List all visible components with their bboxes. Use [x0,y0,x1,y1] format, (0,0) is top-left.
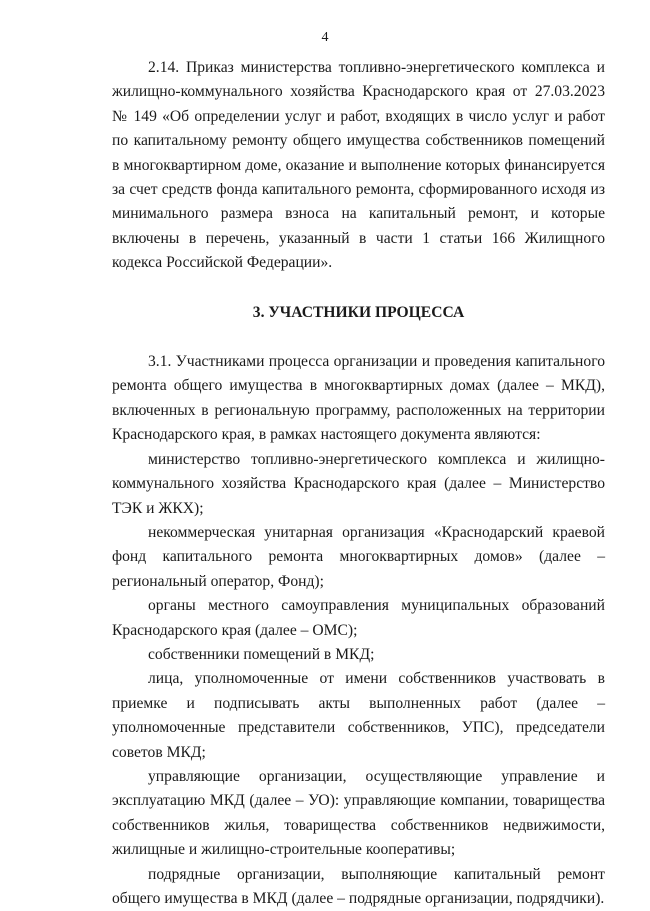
participant-item: органы местного самоуправления муниципальных образований Краснодарского края (далее – ОМС); [112,597,605,639]
participant-item: лица, уполномоченные от имени собственников участвовать в приемке и подписывать акты выполненных работ (далее – уполномоченные представители собственников, УПС), председатели советов МКД; [112,670,605,761]
participant-item: управляющие организации, осуществляющие управление и эксплуатацию МКД (далее – УО): управляющие компании, товарищества собственников жилья, товарищества собственников недвижимости, жилищные и жилищно-строительные кооперативы; [112,767,605,859]
participant-item: некоммерческая унитарная организация «Краснодарский краевой фонд капитального ремонта многоквартирных домов» (далее – региональный оператор, Фонд); [112,523,605,590]
page-number: 4 [321,30,329,45]
paragraph-3-1: 3.1. Участниками процесса организации и проведения капитального ремонта общего имущества в многоквартирных домах (далее – МКД), включенных в региональную программу, расположенных на территории Краснодарского края, в рамках настоящего документа являются: [112,353,605,444]
participant-item: министерство топливно-энергетического комплекса и жилищно-коммунального хозяйства Краснодарского края (далее – Министерство ТЭК и ЖКХ); [112,450,605,517]
paragraph-2-14: 2.14. Приказ министерства топливно-энергетического комплекса и жилищно-коммунального хозяйства Краснодарского края от 27.03.2023 № 149 «Об определении услуг и работ, входящих в число услуг и работ по капитальному ремонту общего имущества собственников помещений в многоквартирном доме, оказание и выполнение которых финансируется за счет средств фонда капитального ремонта, сформированного исходя из минимального размера взноса на капитальный ремонт, и которые включены в перечень, указанный в части 1 статьи 166 Жилищного кодекса Российской Федерации». [112,59,605,272]
section-heading: 3. УЧАСТНИКИ ПРОЦЕССА [252,303,465,321]
participant-item: собственники помещений в МКД; [148,645,375,663]
document-body [112,56,605,911]
participant-item: подрядные организации, выполняющие капитальный ремонт общего имущества в МКД (далее – подрядные организации, подрядчики). [112,865,605,907]
